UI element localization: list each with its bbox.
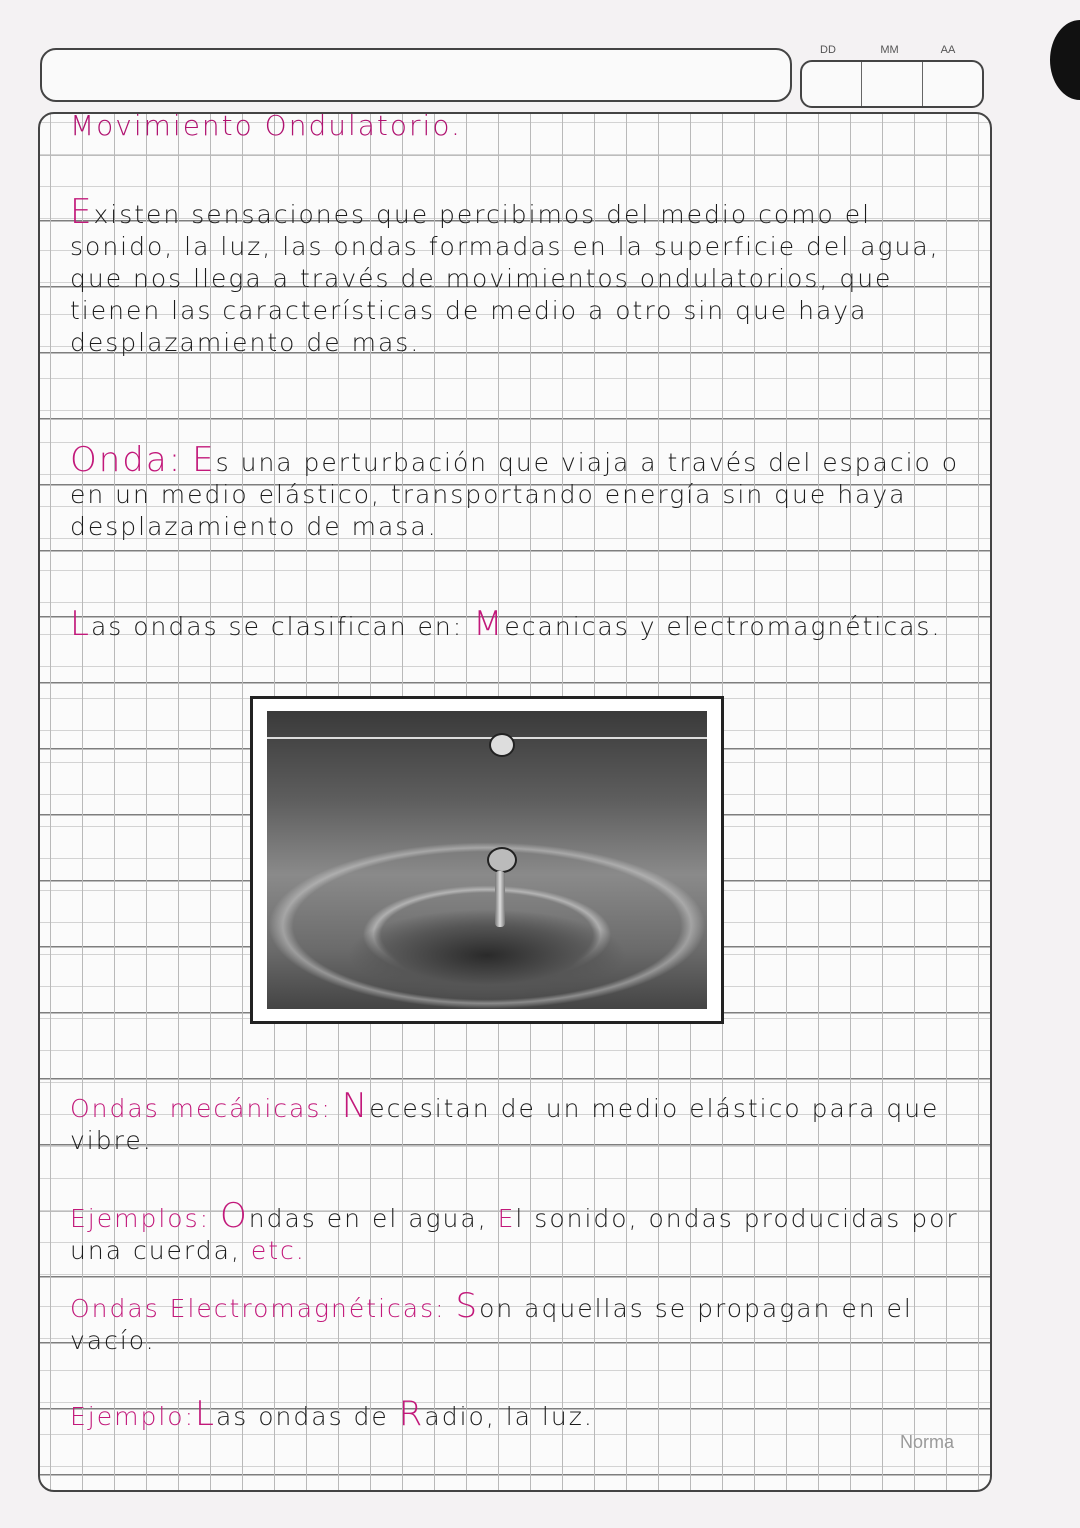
- brand-logo: Norma: [900, 1432, 955, 1452]
- electromagnetic-example: [70, 1394, 980, 1434]
- class-highlight-initial: M: [473, 604, 505, 644]
- em-ex-text-2: adio, la luz.: [424, 1402, 594, 1431]
- date-cell-month: [862, 44, 922, 106]
- date-cell-day: [802, 44, 862, 106]
- em-ex-text-1: as ondas de: [215, 1402, 399, 1431]
- intro-paragraph: [70, 192, 980, 359]
- intro-text: xisten sensaciones que percibimos del medio como el sonido, la luz, las ondas formadas en la superficie del agua, que nos llega a través de movimientos ondulatorios, que tienen las características de medio a otro sin que haya desplazamiento de mas.: [70, 200, 940, 357]
- em-ex-initial: L: [195, 1394, 216, 1434]
- mechanical-text: ecesitan de un medio elástico para que vibre.: [70, 1094, 940, 1155]
- mechanical-term: Ondas mecánicas:: [70, 1094, 332, 1123]
- intro-initial: E: [70, 192, 94, 232]
- water-surface-line: [267, 737, 707, 739]
- page-edge-shadow: [1050, 20, 1080, 100]
- falling-drop-icon: [489, 733, 515, 757]
- page-title: Movimiento Ondulatorio.: [70, 109, 462, 142]
- mechanical-examples: [70, 1196, 980, 1267]
- em-ex-initial-2: R: [398, 1394, 425, 1434]
- em-example-term: Ejemplo:: [70, 1402, 196, 1431]
- em-text: on aquellas se propagan en el vacío.: [70, 1294, 913, 1355]
- date-label-year: AA: [940, 44, 956, 56]
- mechanical-initial: N: [341, 1086, 370, 1126]
- wave-definition: [70, 440, 980, 543]
- class-text-after: ecanicas y electromagnéticas.: [504, 612, 942, 641]
- em-initial: S: [455, 1286, 480, 1326]
- splash-drop-icon: [487, 847, 517, 873]
- date-cell-year: [923, 44, 982, 106]
- mechanical-waves-definition: [70, 1086, 980, 1157]
- wave-term: Onda:: [70, 440, 183, 480]
- mech-ex-initial-2: E: [497, 1204, 516, 1233]
- class-initial: L: [70, 604, 91, 644]
- title-header-box: [40, 48, 792, 102]
- water-drop-photo-frame: [250, 696, 724, 1024]
- wave-classification: [70, 604, 980, 644]
- water-drop-ripple-image: [267, 711, 707, 1009]
- em-term: Ondas Electromagnéticas:: [70, 1294, 446, 1323]
- mech-examples-term: Ejemplos:: [70, 1204, 211, 1233]
- electromagnetic-waves-definition: [70, 1286, 980, 1357]
- wave-def-initial: E: [192, 440, 216, 480]
- date-box: [800, 44, 984, 108]
- water-column: [495, 871, 505, 927]
- date-label-month: MM: [880, 44, 899, 56]
- mech-ex-text-1: ndas en el agua,: [248, 1204, 498, 1233]
- class-text-before: as ondas se clasifican en:: [90, 612, 474, 641]
- date-label-day: DD: [820, 44, 836, 56]
- mech-ex-initial: O: [220, 1196, 249, 1236]
- wave-def-text: s una perturbación que viaja a través del espacio o en un medio elástico, transportando energía sin que haya desplazamiento de masa.: [70, 448, 960, 541]
- mech-ex-text-2: l sonido, ondas producidas por una cuerda,: [70, 1204, 959, 1265]
- mech-ex-etc: etc.: [250, 1236, 306, 1265]
